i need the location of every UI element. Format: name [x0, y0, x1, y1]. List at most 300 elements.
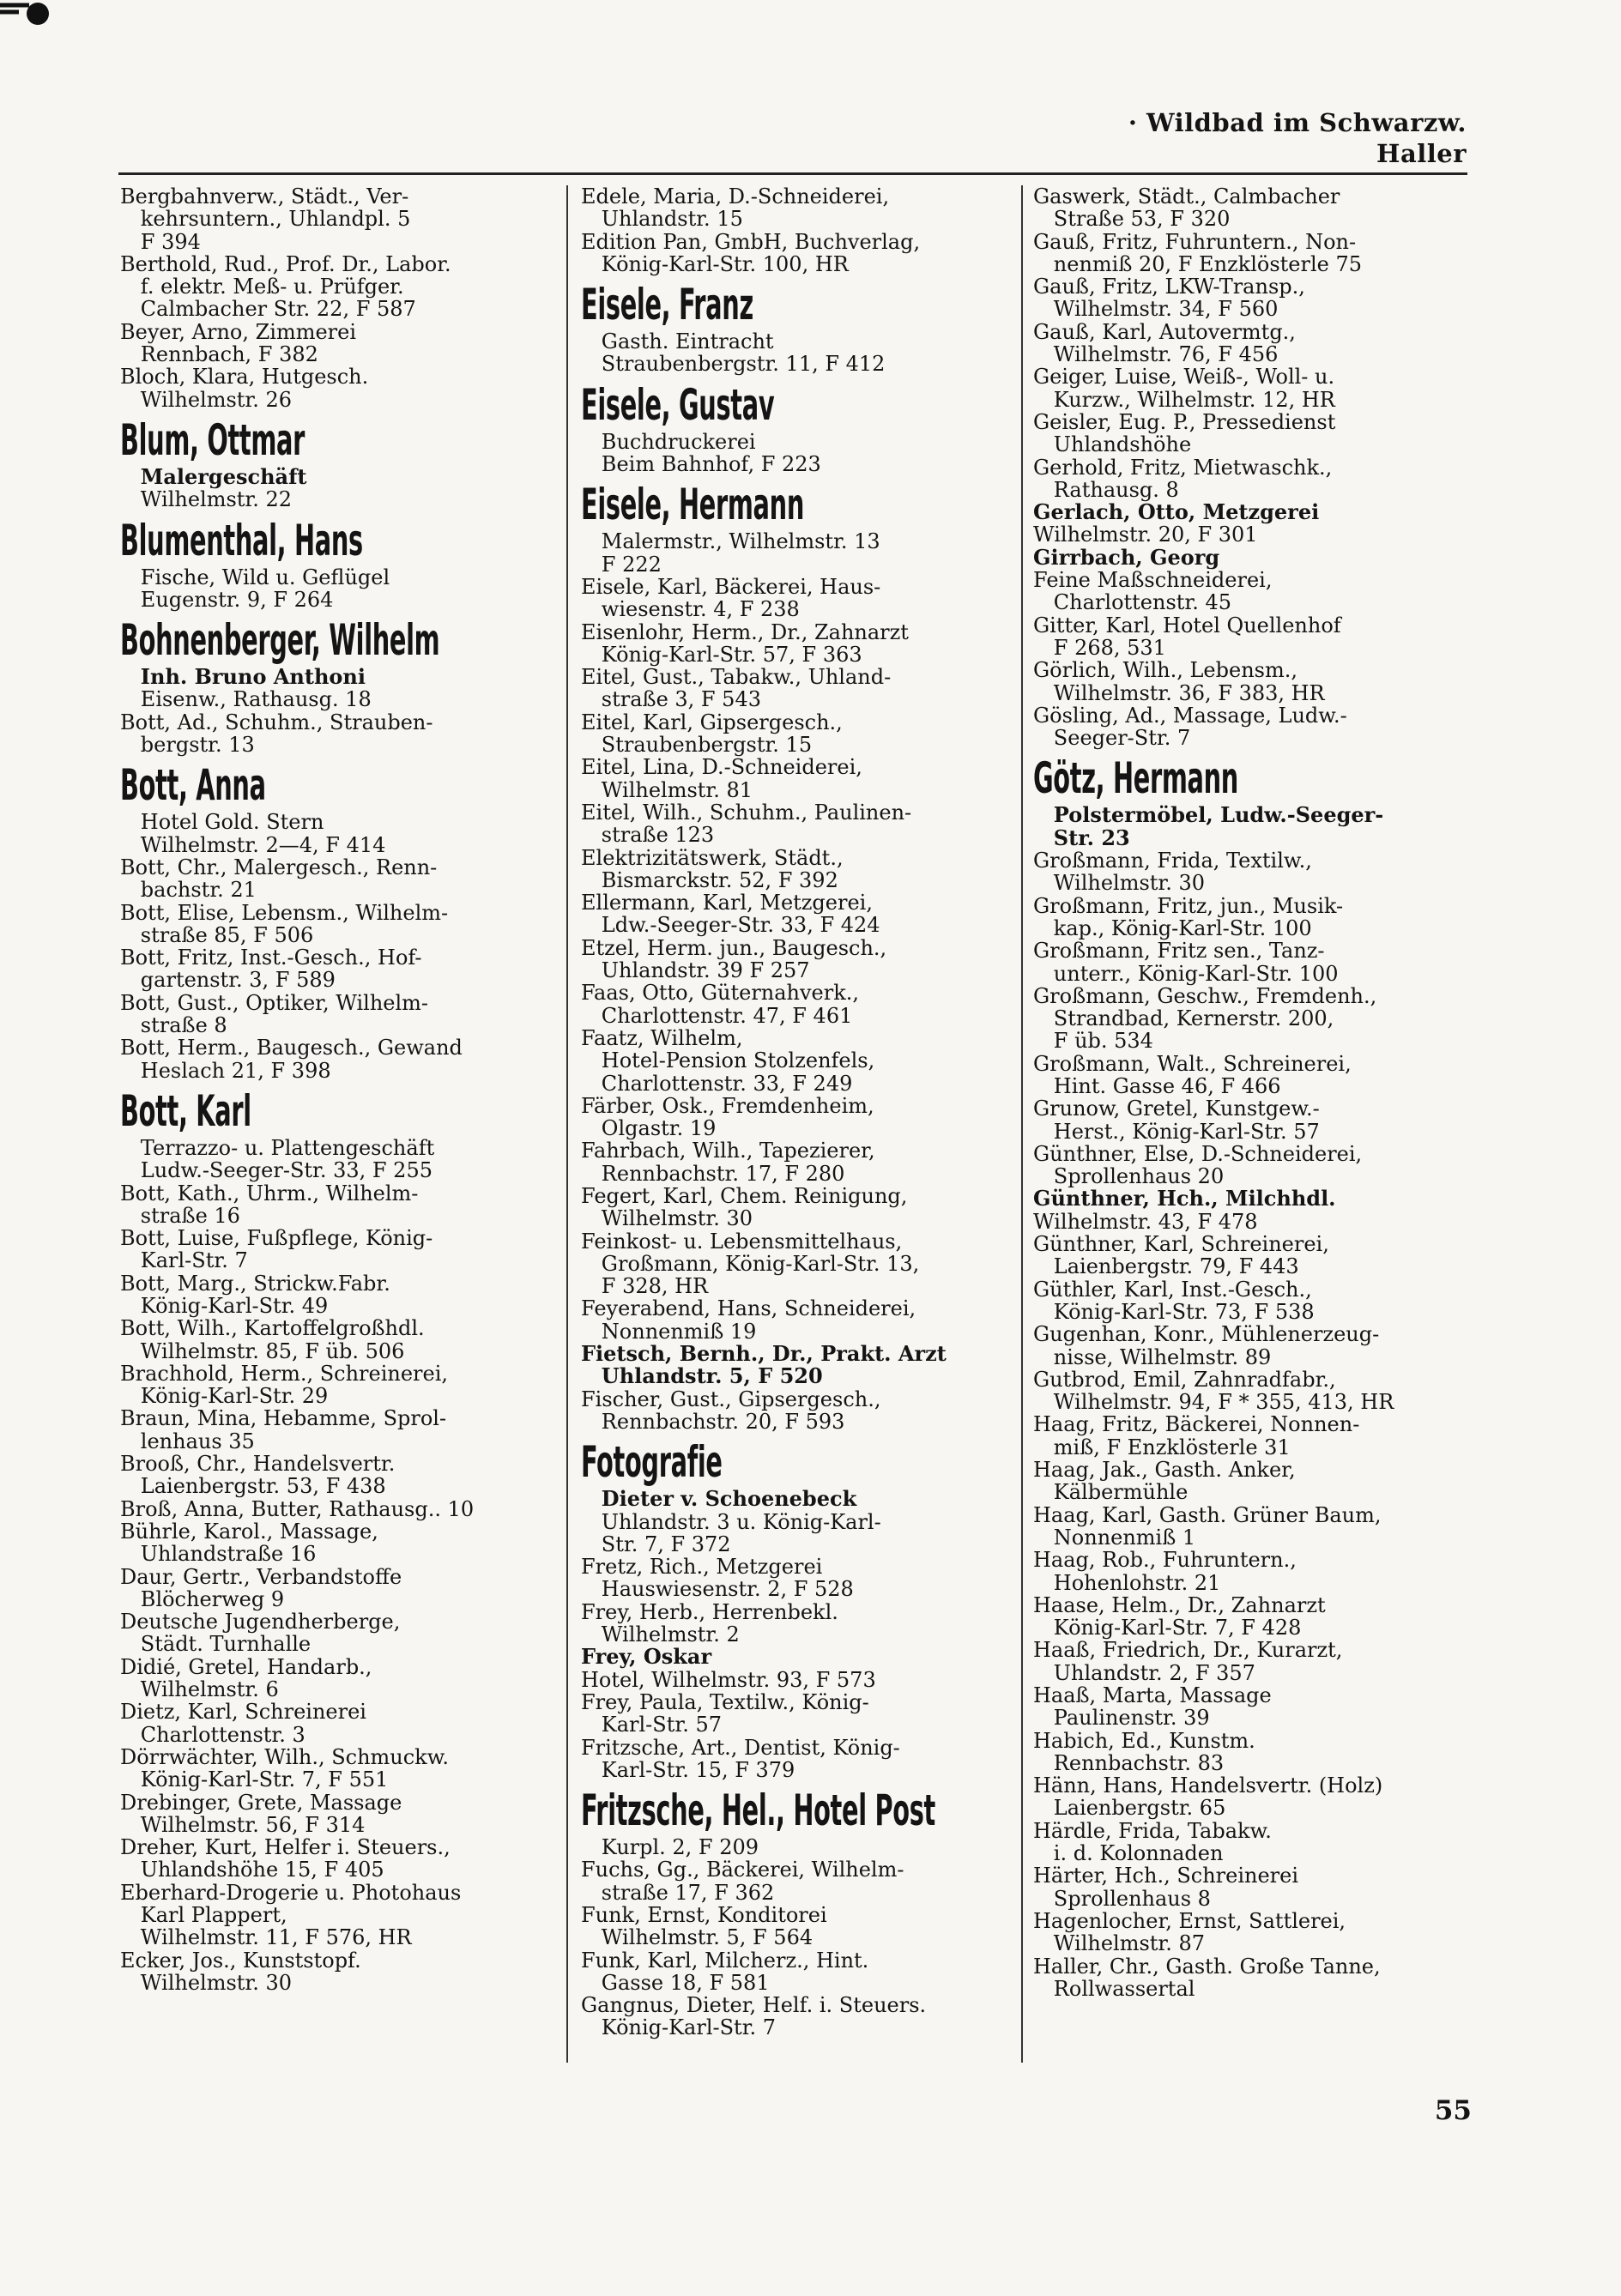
directory-entry [120, 856, 566, 902]
directory-entry [581, 1343, 1027, 1388]
directory-entry [1033, 231, 1479, 276]
entry-line: Färber, Osk., Fremdenheim, [581, 1093, 874, 1118]
entry-line: Hint. Gasse 46, F 466 [1053, 1073, 1281, 1098]
directory-entry [581, 1949, 1027, 1995]
directory-entry [120, 1610, 566, 1656]
directory-column-1 [120, 185, 566, 1994]
entry-line: Bührle, Karol., Massage, [120, 1519, 378, 1544]
entry-line: Geiger, Luise, Weiß-, Woll- u. [1033, 365, 1335, 390]
entry-line: i. d. Kolonnaden [1053, 1841, 1224, 1866]
entry-line: Haag, Jak., Gasth. Anker, [1033, 1458, 1296, 1483]
heading-detail-line: Polstermöbel, Ludw.-Seeger- [1053, 802, 1384, 828]
directory-entry [581, 1646, 1027, 1668]
entry-line: Gasse 18, F 581 [601, 1970, 770, 1995]
entry-line: Günthner, Else, D.-Schneiderei, [1033, 1141, 1363, 1166]
entry-line: Hagenlocher, Ernst, Sattlerei, [1033, 1908, 1346, 1933]
entry-line: kap., König-Karl-Str. 100 [1053, 915, 1312, 940]
directory-entry [120, 1362, 566, 1408]
entry-line: Funk, Karl, Milcherz., Hint. [581, 1948, 869, 1973]
directory-entry [581, 1027, 1027, 1095]
display-heading: Fotografie [581, 1437, 723, 1488]
directory-entry [581, 1737, 1027, 1782]
entry-line: Gitter, Karl, Hotel Quellenhof [1033, 613, 1341, 637]
entry-line: Karl-Str. 15, F 379 [601, 1757, 795, 1782]
directory-entry [120, 1498, 566, 1520]
entry-line: Großmann, Fritz, jun., Musik- [1033, 893, 1344, 918]
directory-entry [1033, 1910, 1479, 1955]
directory-entry [1033, 1504, 1479, 1550]
directory-entry [120, 1227, 566, 1272]
directory-entry [1033, 1730, 1479, 1775]
directory-entry [581, 231, 1027, 276]
entry-line: unterr., König-Karl-Str. 100 [1053, 961, 1339, 986]
directory-entry [120, 366, 566, 411]
entry-line: Frey, Paula, Textilw., König- [581, 1689, 869, 1714]
entry-line: Haaß, Friedrich, Dr., Kurarzt, [1033, 1638, 1343, 1663]
entry-line: Haller, Chr., Gasth. Große Tanne, [1033, 1954, 1381, 1979]
entry-line: Uhlandstraße 16 [140, 1542, 317, 1567]
entry-line: Gerlach, Otto, Metzgerei [1033, 499, 1320, 525]
entry-line: bachstr. 21 [140, 878, 257, 903]
display-heading: Blumenthal, Hans [120, 515, 363, 565]
directory-entry [1033, 1323, 1479, 1369]
entry-line: Funk, Ernst, Konditorei [581, 1903, 827, 1927]
directory-entry [120, 1949, 566, 1995]
directory-entry [581, 1230, 1027, 1298]
entry-line: Karl Plappert, [140, 1903, 287, 1927]
entry-line: Bott, Elise, Lebensm., Wilhelm- [120, 900, 449, 925]
entry-line: Laienbergstr. 65 [1053, 1796, 1226, 1821]
heading-detail-line: Straubenbergstr. 11, F 412 [601, 352, 886, 377]
directory-entry [581, 185, 1027, 231]
directory-entry [120, 253, 566, 321]
entry-line: König-Karl-Str. 73, F 538 [1053, 1299, 1315, 1324]
entry-line: Großmann, Geschw., Fremdenh., [1033, 983, 1377, 1008]
entry-line: Habich, Ed., Kunstm. [1033, 1728, 1255, 1753]
directory-entry [581, 621, 1027, 667]
entry-line: Braun, Mina, Hebamme, Sprol- [120, 1406, 447, 1431]
entry-line: Großmann, Fritz sen., Tanz- [1033, 939, 1325, 964]
entry-line: Fegert, Karl, Chem. Reinigung, [581, 1183, 908, 1208]
entry-line: Herst., König-Karl-Str. 57 [1053, 1119, 1320, 1144]
directory-entry [1033, 366, 1479, 411]
entry-line: König-Karl-Str. 7, F 428 [1053, 1616, 1302, 1640]
directory-entry [1033, 1211, 1479, 1233]
display-heading: Eisele, Franz [581, 280, 753, 330]
entry-line: Elektrizitätswerk, Städt., [581, 845, 844, 870]
directory-entry [1033, 411, 1479, 456]
entry-line: Günthner, Karl, Schreinerei, [1033, 1232, 1329, 1257]
header-rule [118, 172, 1467, 175]
directory-entry [120, 1317, 566, 1362]
entry-line: Feine Maßschneiderei, [1033, 568, 1273, 593]
entry-line: Karl-Str. 57 [601, 1713, 722, 1737]
entry-line: Wilhelmstr. 30 [140, 1970, 293, 1995]
directory-entry [1033, 614, 1479, 660]
entry-line: Didié, Gretel, Handarb., [120, 1654, 372, 1679]
entry-line: Bott, Chr., Malergesch., Renn- [120, 855, 438, 879]
entry-line: Eitel, Wilh., Schuhm., Paulinen- [581, 800, 912, 825]
entry-line: Bott, Gust., Optiker, Wilhelm- [120, 990, 429, 1015]
entry-line: Großmann, Frida, Textilw., [1033, 849, 1312, 873]
entry-line: Wilhelmstr. 56, F 314 [140, 1812, 366, 1837]
heading-detail-line: Uhlandstr. 3 u. König-Karl- [601, 1509, 881, 1534]
entry-line: Großmann, Walt., Schreinerei, [1033, 1051, 1352, 1076]
entry-line: kehrsuntern., Uhlandpl. 5 [140, 207, 411, 232]
entry-line: Gutbrod, Emil, Zahnradfabr., [1033, 1367, 1336, 1392]
heading-detail-line: Fische, Wild u. Geflügel [140, 565, 390, 589]
directory-entry [1033, 275, 1479, 321]
directory-entry [1033, 659, 1479, 704]
entry-line: Dreher, Kurt, Helfer i. Steuers., [120, 1835, 451, 1860]
entry-line: Rennbachstr. 20, F 593 [601, 1409, 845, 1434]
entry-line: Wilhelmstr. 81 [601, 777, 753, 802]
entry-line: Charlottenstr. 33, F 249 [601, 1071, 853, 1096]
heading-detail-line: Malermstr., Wilhelmstr. 13 [601, 529, 880, 554]
directory-entry [581, 891, 1027, 937]
entry-line: Haaß, Marta, Massage [1033, 1683, 1272, 1707]
entry-line: Heslach 21, F 398 [140, 1058, 331, 1083]
directory-entry [120, 902, 566, 947]
entry-line: wiesenstr. 4, F 238 [601, 597, 800, 622]
directory-entry [581, 1691, 1027, 1737]
directory-entry [1033, 1820, 1479, 1865]
entry-line: f. elektr. Meß- u. Prüfger. [140, 275, 404, 299]
entry-line: Uhlandstr. 39 F 257 [601, 958, 810, 983]
entry-line: Frey, Herb., Herrenbekl. [581, 1599, 838, 1624]
entry-line: Gauß, Fritz, LKW-Transp., [1033, 275, 1305, 299]
heading-detail-line: Buchdruckerei [601, 429, 756, 454]
entry-line: Wilhelmstr. 87 [1053, 1931, 1206, 1956]
entry-line: Broß, Anna, Butter, Rathausg.. 10 [120, 1496, 475, 1521]
directory-entry [120, 1836, 566, 1882]
entry-line: Güthler, Karl, Inst.-Gesch., [1033, 1277, 1312, 1302]
entry-line: Wilhelmstr. 76, F 456 [1053, 342, 1279, 367]
entry-line: Fritzsche, Art., Dentist, König- [581, 1735, 900, 1760]
entry-line: gartenstr. 3, F 589 [140, 968, 336, 993]
entry-line: Sprollenhaus 20 [1053, 1164, 1225, 1189]
directory-entry [1033, 1774, 1479, 1820]
entry-line: Eitel, Karl, Gipsergesch., [581, 710, 843, 734]
directory-entry [120, 1882, 566, 1949]
entry-line: Charlottenstr. 3 [140, 1722, 305, 1747]
entry-line: nenmiß 20, F Enzklösterle 75 [1053, 251, 1362, 276]
entry-line: Uhlandshöhe 15, F 405 [140, 1858, 384, 1882]
entry-line: straße 3, F 543 [601, 687, 761, 712]
directory-entry [120, 1036, 566, 1082]
entry-line: Charlottenstr. 47, F 461 [601, 1003, 853, 1028]
entry-line: straße 16 [140, 1203, 240, 1228]
directory-entry [1033, 985, 1479, 1053]
entry-line: Paulinenstr. 39 [1053, 1706, 1210, 1731]
directory-entry [581, 1095, 1027, 1140]
entry-line: Gösling, Ad., Massage, Ludw.- [1033, 703, 1347, 728]
directory-entry [120, 711, 566, 757]
entry-line: Laienbergstr. 53, F 438 [140, 1474, 386, 1499]
entry-line: Haag, Fritz, Bäckerei, Nonnen- [1033, 1412, 1360, 1437]
directory-entry [1033, 1413, 1479, 1459]
directory-entry [1033, 321, 1479, 366]
entry-line: Rennbachstr. 17, F 280 [601, 1161, 845, 1186]
display-heading: Bott, Anna [120, 760, 266, 811]
entry-line: Härdle, Frida, Tabakw. [1033, 1818, 1272, 1843]
heading-detail-line: Ludw.-Seeger-Str. 33, F 255 [140, 1158, 432, 1183]
entry-line: Sprollenhaus 8 [1053, 1886, 1211, 1911]
entry-line: König-Karl-Str. 29 [140, 1384, 329, 1409]
directory-entry [581, 1994, 1027, 2039]
entry-line: Nonnenmiß 1 [1053, 1525, 1196, 1550]
entry-line: Wilhelmstr. 20, F 301 [1033, 523, 1258, 547]
binding-mark-icon [0, 0, 50, 29]
heading-detail-line: Malergeschäft [140, 463, 307, 489]
entry-line: Wilhelmstr. 2 [601, 1622, 740, 1647]
entry-line: Feyerabend, Hans, Schneiderei, [581, 1296, 916, 1321]
entry-line: Fahrbach, Wilh., Tapezierer, [581, 1139, 875, 1163]
directory-entry [581, 711, 1027, 757]
directory-entry [1033, 1278, 1479, 1324]
entry-line: Calmbacher Str. 22, F 587 [140, 297, 416, 322]
entry-line: Faatz, Wilhelm, [581, 1025, 743, 1050]
entry-line: Straubenbergstr. 15 [601, 733, 813, 758]
directory-entry [1033, 1864, 1479, 1910]
heading-detail-line: Kurpl. 2, F 209 [601, 1835, 759, 1860]
entry-line: Hänn, Hans, Handelsvertr. (Holz) [1033, 1773, 1383, 1798]
directory-entry [581, 1858, 1027, 1904]
entry-line: Wilhelmstr. 85, F üb. 506 [140, 1338, 405, 1363]
directory-entry [581, 1904, 1027, 1949]
directory-entry [120, 1566, 566, 1611]
entry-line: Fischer, Gust., Gipsergesch., [581, 1387, 881, 1411]
entry-line: Bloch, Klara, Hutgesch. [120, 365, 369, 390]
directory-entry [1033, 501, 1479, 523]
entry-line: Brachhold, Herm., Schreinerei, [120, 1361, 449, 1386]
directory-entry [581, 1185, 1027, 1230]
entry-line: Gerhold, Fritz, Mietwaschk., [1033, 455, 1333, 480]
directory-entry [581, 1669, 1027, 1691]
entry-line: Straße 53, F 320 [1053, 207, 1231, 232]
directory-entry [1033, 1459, 1479, 1504]
entry-line: Eitel, Gust., Tabakw., Uhland- [581, 665, 892, 690]
entry-line: Feinkost- u. Lebensmittelhaus, [581, 1229, 903, 1254]
entry-line: Etzel, Herm. jun., Baugesch., [581, 935, 887, 960]
entry-line: Bergbahnverw., Städt., Ver- [120, 184, 409, 208]
entry-line: Strandbad, Kernerstr. 200, [1053, 1006, 1334, 1031]
directory-entry [1033, 1639, 1479, 1684]
directory-entry [1033, 544, 1479, 570]
display-heading: Bott, Karl [120, 1085, 251, 1136]
directory-entry [1033, 1233, 1479, 1278]
entry-line: Wilhelmstr. 30 [601, 1206, 753, 1231]
entry-line: Edition Pan, GmbH, Buchverlag, [581, 229, 921, 254]
directory-entry [120, 1791, 566, 1837]
entry-line: Ldw.-Seeger-Str. 33, F 424 [601, 913, 880, 938]
directory-entry [581, 1297, 1027, 1343]
entry-line: Girrbach, Georg [1033, 544, 1220, 570]
entry-line: König-Karl-Str. 100, HR [601, 251, 849, 276]
entry-line: Städt. Turnhalle [140, 1632, 311, 1657]
directory-entry [120, 321, 566, 366]
directory-entry [1033, 1955, 1479, 2001]
entry-line: straße 17, F 362 [601, 1880, 775, 1905]
directory-entry [581, 1601, 1027, 1646]
entry-line: Eisenlohr, Herm., Dr., Zahnarzt [581, 619, 909, 644]
directory-entry [581, 756, 1027, 801]
entry-line: straße 85, F 506 [140, 922, 314, 947]
display-heading: Fritzsche, Hel., Hotel Post [581, 1785, 935, 1836]
directory-entry [1033, 1369, 1479, 1414]
entry-line: Geisler, Eug. P., Pressedienst [1033, 409, 1336, 434]
entry-line: Wilhelmstr. 36, F 383, HR [1053, 680, 1325, 705]
display-heading: Bohnenberger, Wilhelm [120, 615, 440, 666]
entry-line: Seeger-Str. 7 [1053, 726, 1191, 751]
entry-line: Bott, Ad., Schuhm., Strauben- [120, 710, 433, 734]
directory-entry [581, 1139, 1027, 1185]
header-line-2: Haller [1376, 139, 1467, 168]
entry-line: Rathausg. 8 [1053, 477, 1179, 502]
directory-entry [1033, 185, 1479, 231]
directory-column-3 [1033, 185, 1479, 2000]
directory-entry [1033, 1187, 1479, 1210]
entry-line: Karl-Str. 7 [140, 1248, 248, 1273]
entry-line: Eitel, Lina, D.-Schneiderei, [581, 755, 862, 780]
header-line-1: · Wildbad im Schwarzw. [1128, 108, 1467, 137]
heading-detail-line: Eugenstr. 9, F 264 [140, 587, 334, 612]
entry-line: Wilhelmstr. 6 [140, 1677, 279, 1702]
entry-line: Bismarckstr. 52, F 392 [601, 867, 838, 892]
heading-detail-line: Dieter v. Schoenebeck [601, 1486, 857, 1512]
entry-line: Wilhelmstr. 34, F 560 [1053, 297, 1279, 322]
directory-entry [120, 1520, 566, 1566]
page-number: 55 [1434, 2095, 1472, 2126]
directory-entry [1033, 456, 1479, 502]
directory-entry [120, 992, 566, 1037]
directory-entry [581, 937, 1027, 982]
entry-line: Eberhard-Drogerie u. Photohaus [120, 1880, 462, 1905]
entry-line: Gauß, Karl, Autovermtg., [1033, 319, 1296, 344]
entry-line: Faas, Otto, Güternahverk., [581, 981, 860, 1006]
entry-line: Bott, Kath., Uhrm., Wilhelm- [120, 1181, 419, 1205]
directory-entry [581, 576, 1027, 621]
entry-line: Dietz, Karl, Schreinerei [120, 1700, 366, 1725]
entry-line: Daur, Gertr., Verbandstoffe [120, 1564, 402, 1589]
entry-line: Laienbergstr. 79, F 443 [1053, 1254, 1299, 1279]
entry-line: Kurzw., Wilhelmstr. 12, HR [1053, 387, 1335, 412]
entry-line: Gangnus, Dieter, Helf. i. Steuers. [581, 1993, 927, 2018]
directory-entry [581, 982, 1027, 1027]
directory-entry [581, 1556, 1027, 1601]
entry-line: bergstr. 13 [140, 733, 255, 758]
entry-line: Hotel, Wilhelmstr. 93, F 573 [581, 1667, 876, 1692]
directory-entry [1033, 1097, 1479, 1143]
entry-line: Hotel-Pension Stolzenfels, [601, 1048, 875, 1073]
entry-line: Ellermann, Karl, Metzgerei, [581, 891, 873, 915]
entry-line: Rollwassertal [1053, 1976, 1195, 2001]
directory-entry [581, 666, 1027, 711]
heading-detail-line: Gasth. Eintracht [601, 329, 774, 354]
entry-line: Berthold, Rud., Prof. Dr., Labor. [120, 251, 451, 276]
entry-line: Haase, Helm., Dr., Zahnarzt [1033, 1592, 1326, 1617]
entry-line: Kälbermühle [1053, 1480, 1189, 1505]
display-heading: Eisele, Hermann [581, 480, 804, 530]
directory-entry [1033, 1549, 1479, 1594]
heading-detail-line: Beim Bahnhof, F 223 [601, 452, 821, 477]
entry-line: Uhlandstr. 5, F 520 [601, 1363, 823, 1389]
entry-line: F 268, 531 [1053, 635, 1166, 660]
entry-line: Wilhelmstr. 94, F * 355, 413, HR [1053, 1390, 1394, 1415]
entry-line: Bott, Luise, Fußpflege, König- [120, 1226, 433, 1251]
entry-line: Härter, Hch., Schreinerei [1033, 1864, 1298, 1888]
directory-entry [1033, 849, 1479, 895]
entry-line: Haag, Karl, Gasth. Grüner Baum, [1033, 1502, 1382, 1527]
directory-entry [1033, 1684, 1479, 1730]
entry-line: König-Karl-Str. 49 [140, 1293, 329, 1318]
entry-line: Uhlandshöhe [1053, 432, 1192, 457]
entry-line: Rennbach, F 382 [140, 342, 318, 367]
entry-line: Nonnenmiß 19 [601, 1319, 757, 1344]
entry-line: Großmann, König-Karl-Str. 13, [601, 1251, 920, 1276]
directory-entry [1033, 704, 1479, 750]
heading-detail-line: F 222 [601, 552, 662, 577]
entry-line: Blöcherweg 9 [140, 1586, 285, 1611]
directory-entry [1033, 523, 1479, 546]
display-heading: Eisele, Gustav [581, 379, 775, 430]
directory-entry [120, 1272, 566, 1318]
directory-entry [120, 1182, 566, 1228]
entry-line: Bott, Fritz, Inst.-Gesch., Hof- [120, 946, 422, 970]
entry-line: Wilhelmstr. 30 [1053, 871, 1206, 896]
entry-line: Olgastr. 19 [601, 1116, 717, 1141]
directory-entry [581, 801, 1027, 847]
entry-line: Grunow, Gretel, Kunstgew.- [1033, 1097, 1320, 1121]
directory-entry [120, 1701, 566, 1746]
heading-detail-line: Wilhelmstr. 22 [140, 487, 293, 512]
heading-detail-line: Str. 7, F 372 [601, 1532, 731, 1556]
heading-detail-line: Eisenw., Rathausg. 18 [140, 687, 372, 712]
entry-line: F 394 [140, 229, 201, 254]
entry-line: miß, F Enzklösterle 31 [1053, 1435, 1291, 1459]
directory-entry [120, 1656, 566, 1701]
entry-line: Brooß, Chr., Handelsvertr. [120, 1452, 396, 1477]
directory-entry [1033, 1053, 1479, 1098]
entry-line: straße 123 [601, 823, 715, 848]
entry-line: nisse, Wilhelmstr. 89 [1053, 1344, 1272, 1369]
directory-entry [120, 1453, 566, 1498]
directory-entry [120, 1746, 566, 1791]
heading-detail-line: Hotel Gold. Stern [140, 810, 324, 835]
entry-line: F 328, HR [601, 1274, 709, 1299]
entry-line: Günthner, Hch., Milchhdl. [1033, 1186, 1336, 1211]
running-header [1128, 107, 1467, 169]
entry-line: Uhlandstr. 15 [601, 207, 743, 232]
entry-line: lenhaus 35 [140, 1429, 255, 1453]
entry-line: Gugenhan, Konr., Mühlenerzeug- [1033, 1322, 1380, 1347]
entry-line: Hohenlohstr. 21 [1053, 1570, 1221, 1595]
directory-entry [120, 185, 566, 253]
entry-line: straße 8 [140, 1013, 227, 1038]
entry-line: Frey, Oskar [581, 1644, 712, 1670]
entry-line: Eisele, Karl, Bäckerei, Haus- [581, 574, 881, 599]
entry-line: Fretz, Rich., Metzgerei [581, 1555, 823, 1580]
display-heading: Blum, Ottmar [120, 414, 305, 465]
entry-line: König-Karl-Str. 57, F 363 [601, 642, 862, 667]
column-divider [566, 185, 568, 2063]
entry-line: Deutsche Jugendherberge, [120, 1610, 401, 1634]
entry-line: Gaswerk, Städt., Calmbacher [1033, 184, 1340, 208]
entry-line: Wilhelmstr. 5, F 564 [601, 1925, 814, 1950]
heading-detail-line: Wilhelmstr. 2—4, F 414 [140, 832, 386, 857]
entry-line: Drebinger, Grete, Massage [120, 1790, 402, 1815]
entry-line: Gauß, Fritz, Fuhruntern., Non- [1033, 229, 1357, 254]
